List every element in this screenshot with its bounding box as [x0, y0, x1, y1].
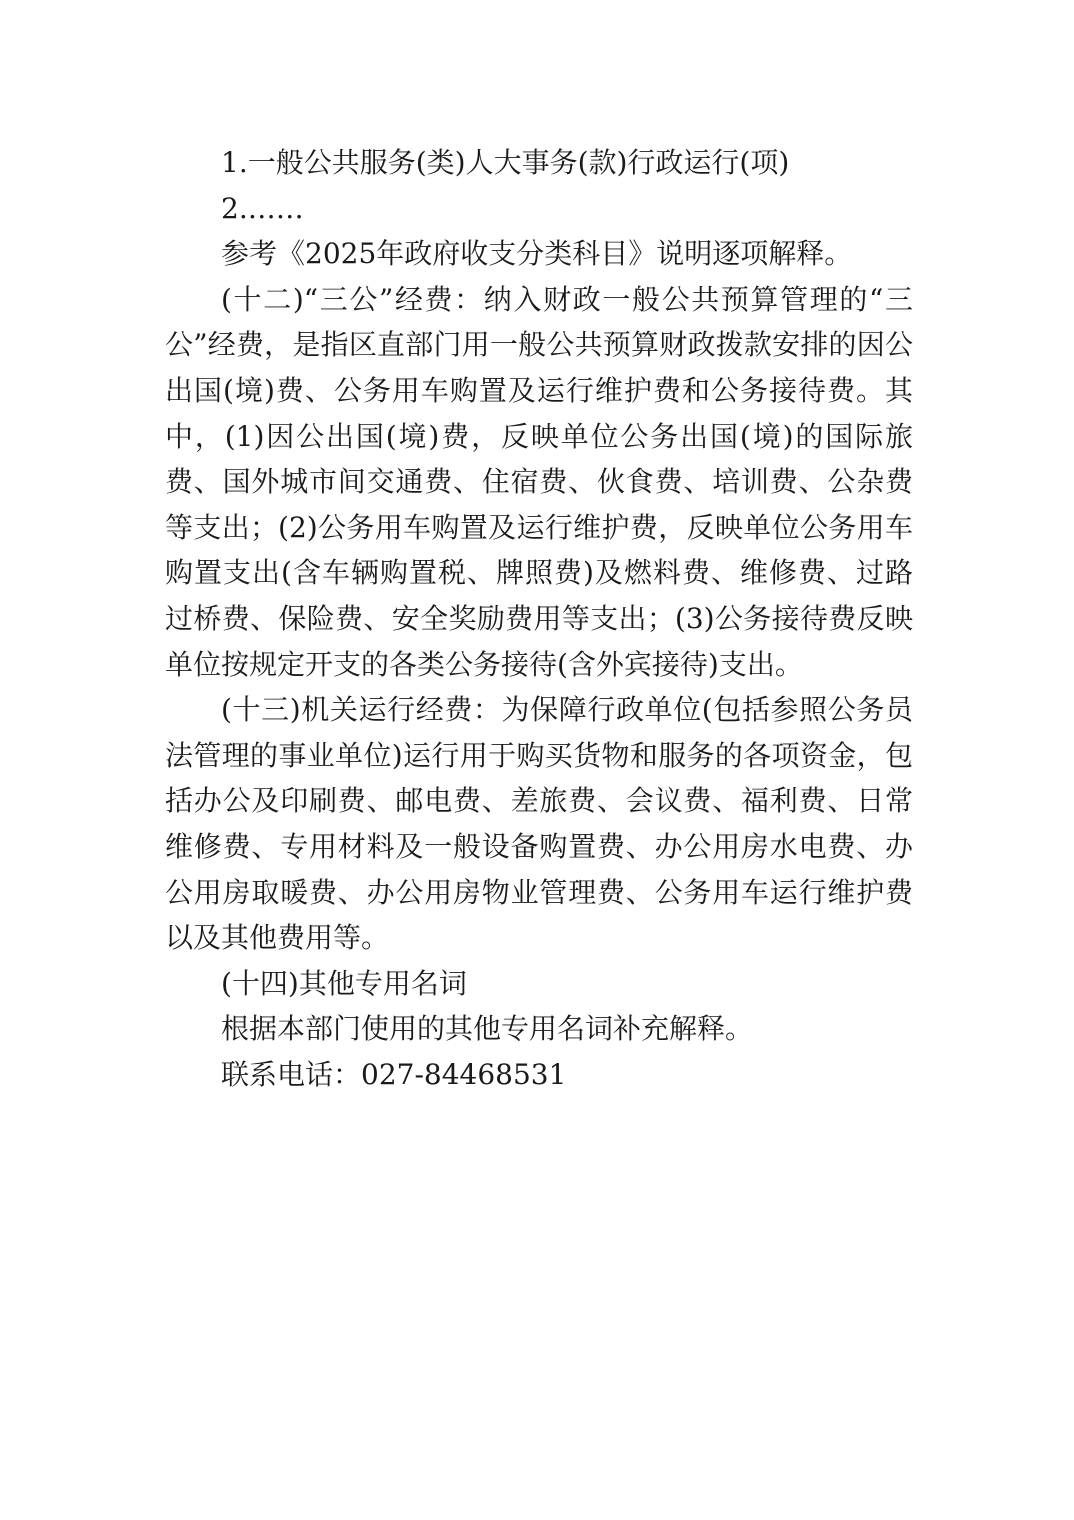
section-12-three-public-expenses: (十二)“三公”经费：纳入财政一般公共预算管理的“三公”经费，是指区直部门用一般公共预算财政拨款安排的因公出国(境)费、公务用车购置及运行维护费和公务接待费。其中，(1)因公出国(境)费，反映单位公务出国(境)的国际旅费、国外城市间交通费、住宿费、伙食费、培训费、公杂费等支出；(2)公务用车购置及运行维护费，反映单位公务用车购置支出(含车辆购置税、牌照费)及燃料费、维修费、过路过桥费、保险费、安全奖励费用等支出；(3)公务接待费反映单位按规定开支的各类公务接待(含外宾接待)支出。: [165, 282, 913, 681]
list-item-1: 1.一般公共服务(类)人大事务(款)行政运行(项): [221, 146, 790, 179]
section-13-operating-expenses: (十三)机关运行经费：为保障行政单位(包括参照公务员法管理的事业单位)运行用于购买货物和服务的各项资金，包括办公及印刷费、邮电费、差旅费、会议费、福利费、日常维修费、专用材料及一般设备购置费、办公用房水电费、办公用房取暖费、办公用房物业管理费、公务用车运行维护费以及其他费用等。: [165, 693, 913, 955]
list-item-2: 2.……: [221, 191, 304, 225]
document-body: [165, 140, 913, 1097]
reference-note: 参考《2025年政府收支分类科目》说明逐项解释。: [221, 237, 853, 271]
section-14-heading: (十四)其他专用名词: [221, 966, 467, 1000]
contact-phone: 联系电话：027-84468531: [221, 1057, 567, 1091]
section-14-body: 根据本部门使用的其他专用名词补充解释。: [221, 1012, 754, 1046]
